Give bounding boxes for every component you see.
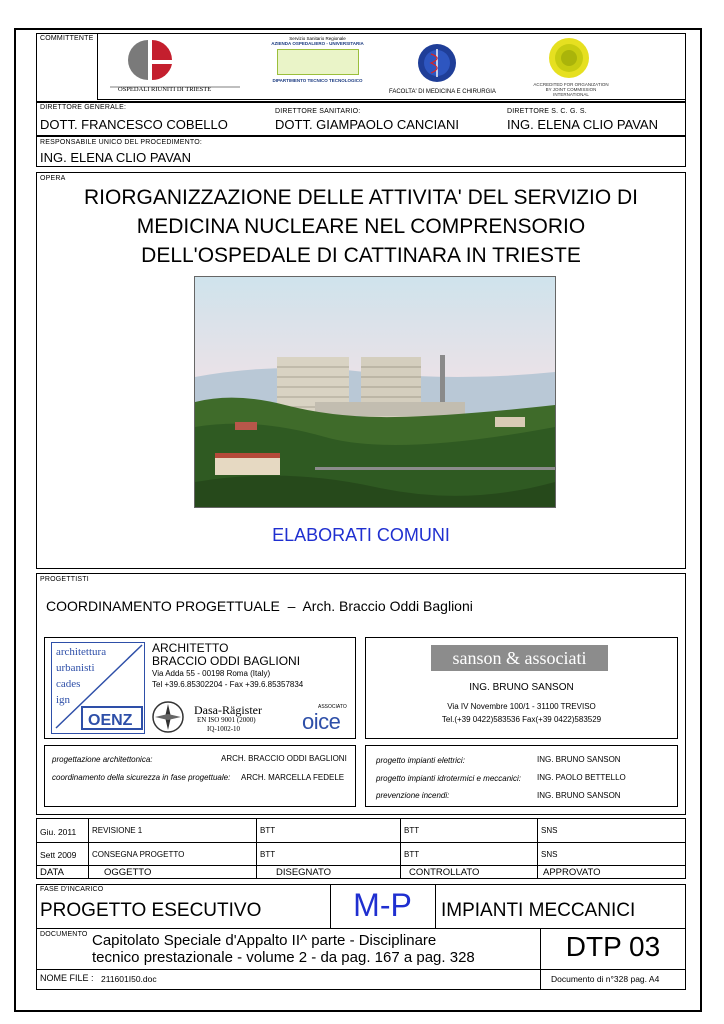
document-code: DTP 03: [565, 931, 661, 962]
role-right-0-name: ING. BRUNO SANSON: [537, 755, 621, 764]
header-approvato: APPROVATO: [543, 867, 601, 878]
committente-label: COMMITTENTE: [40, 35, 94, 42]
role-left-1: coordinamento della sicurezza in fase progettuale:: [52, 773, 231, 782]
dasa-iso: EN ISO 9001 (2000): [197, 716, 256, 724]
role-left-0: progettazione architettonica:: [52, 755, 153, 764]
row1-controllato: BTT: [404, 850, 420, 859]
architect-title1: ARCHITETTO: [152, 641, 229, 655]
dasa-iq: IQ-1002-10: [207, 725, 241, 733]
jci-text: ACCREDITED FOR ORGANIZATION BY JOINT COMMISSION INTERNATIONAL: [533, 82, 609, 97]
dasa-text: Dasa-Rägister: [194, 703, 262, 717]
header-oggetto: OGGETTO: [104, 867, 152, 878]
rup-name: ING. ELENA CLIO PAVAN: [40, 150, 191, 165]
facolta-text: FACOLTA' DI MEDICINA E CHIRURGIA: [389, 89, 496, 95]
architect-logo-word-1: urbanisti: [56, 662, 95, 674]
discipline-name: IMPIANTI MECCANICI: [441, 900, 636, 921]
direttore-generale-name: DOTT. FRANCESCO COBELLO: [40, 117, 228, 132]
azienda-logo: Servizio Sanitario Regionale AZIENDA OSPEDALIERO - UNIVERSITARIA DIPARTIMENTO TECNICO TECNOLOGICO: [271, 36, 364, 83]
caduceus-icon: [385, 36, 500, 88]
fase-value: PROGETTO ESECUTIVO: [40, 900, 262, 921]
opera-title: [36, 183, 686, 270]
discipline-code: M-P: [353, 887, 412, 923]
sanson-address: Via IV Novembre 100/1 - 31100 TREVISO: [447, 702, 596, 711]
architect-logo-word-2: cades: [56, 678, 81, 690]
table-row: Sett 2009: [40, 850, 77, 860]
sanson-tel: Tel.(+39 0422)583536 Fax(+39 0422)583529: [441, 715, 602, 724]
row0-disegnato: BTT: [260, 826, 276, 835]
facolta-logo: [385, 36, 500, 98]
architect-logo: [51, 642, 145, 734]
svg-text:OENZ: OENZ: [88, 712, 133, 729]
row1-disegnato: BTT: [260, 850, 276, 859]
row1-approvato: SNS: [541, 850, 558, 859]
row0-oggetto: REVISIONE 1: [92, 826, 143, 835]
direttore-scgs-name: ING. ELENA CLIO PAVAN: [507, 117, 658, 132]
role-right-0: progetto impianti elettrici:: [376, 756, 465, 765]
nome-file-label: NOME FILE :: [40, 973, 94, 983]
row0-approvato: SNS: [541, 826, 558, 835]
role-right-1-name: ING. PAOLO BETTELLO: [537, 773, 626, 782]
architect-title2: BRACCIO ODDI BAGLIONI: [152, 654, 301, 668]
ospedali-logo: [100, 36, 250, 96]
architect-address: Via Adda 55 - 00198 Roma (Italy): [152, 669, 271, 678]
oice-logo: oice: [302, 709, 341, 734]
opera-title-line3: DELL'OSPEDALE DI CATTINARA IN TRIESTE: [141, 244, 581, 267]
architect-tel: Tel +39.6.85302204 - Fax +39.6.85357834: [152, 680, 304, 689]
ospedali-text: OSPEDALI RIUNITI DI TRIESTE: [118, 86, 212, 93]
opera-title-line1: RIORGANIZZAZIONE DELLE ATTIVITA' DEL SERVIZIO DI: [84, 186, 638, 209]
header-controllato: CONTROLLATO: [409, 867, 480, 878]
role-right-2: prevenzione incendi:: [376, 791, 450, 800]
documento-label: DOCUMENTO: [40, 931, 88, 938]
direttore-generale-label: DIRETTORE GENERALE:: [40, 104, 127, 111]
role-left-1-name: ARCH. MARCELLA FEDELE: [241, 773, 345, 782]
progettisti-label: PROGETTISTI: [40, 576, 89, 583]
nome-file-value: 211601I50.doc: [101, 974, 157, 984]
architect-logo-word-3: ign: [56, 694, 71, 706]
row1-oggetto: CONSEGNA PROGETTO: [92, 850, 185, 859]
direttore-sanitario-label: DIRETTORE SANITARIO:: [275, 108, 361, 115]
jci-logo: [525, 36, 625, 98]
header-data: DATA: [40, 867, 64, 878]
document-line2: tecnico prestazionale - volume 2 - da pag. 167 a pag. 328: [92, 949, 475, 966]
dasa-compass-icon: [151, 700, 185, 734]
opera-label: OPERA: [40, 175, 66, 182]
fase-label: FASE D'INCARICO: [40, 886, 104, 893]
sanson-name: ING. BRUNO SANSON: [469, 682, 574, 693]
role-left-0-name: ARCH. BRACCIO ODDI BAGLIONI: [221, 754, 347, 763]
direttore-sanitario-name: DOTT. GIAMPAOLO CANCIANI: [275, 117, 459, 132]
jci-seal-icon: [525, 36, 625, 82]
opera-subtitle: ELABORATI COMUNI: [272, 525, 450, 545]
architect-logo-word-0: architettura: [56, 646, 107, 658]
oice-associato: ASSOCIATO: [318, 704, 347, 710]
direttore-scgs-label: DIRETTORE S. C. G. S.: [507, 108, 587, 115]
sanson-brand: sanson & associati: [431, 645, 608, 671]
rup-label: RESPONSABILE UNICO DEL PROCEDIMENTO:: [40, 139, 203, 146]
header-disegnato: DISEGNATO: [276, 867, 332, 878]
page-count: Documento di n°328 pag. A4: [551, 974, 660, 984]
role-right-1: progetto impianti idrotermici e meccanici:: [376, 774, 521, 783]
hospital-photo-image: [195, 277, 555, 507]
hospital-photo: [194, 276, 556, 508]
role-right-2-name: ING. BRUNO SANSON: [537, 791, 621, 800]
row0-controllato: BTT: [404, 826, 420, 835]
table-row: Giu. 2011: [40, 827, 77, 837]
document-line1: Capitolato Speciale d'Appalto II^ parte - Disciplinare: [92, 932, 437, 949]
opera-title-line2: MEDICINA NUCLEARE NEL COMPRENSORIO: [136, 215, 586, 238]
coordinamento-text: COORDINAMENTO PROGETTUALE – Arch. Braccio Oddi Baglioni: [46, 598, 473, 614]
